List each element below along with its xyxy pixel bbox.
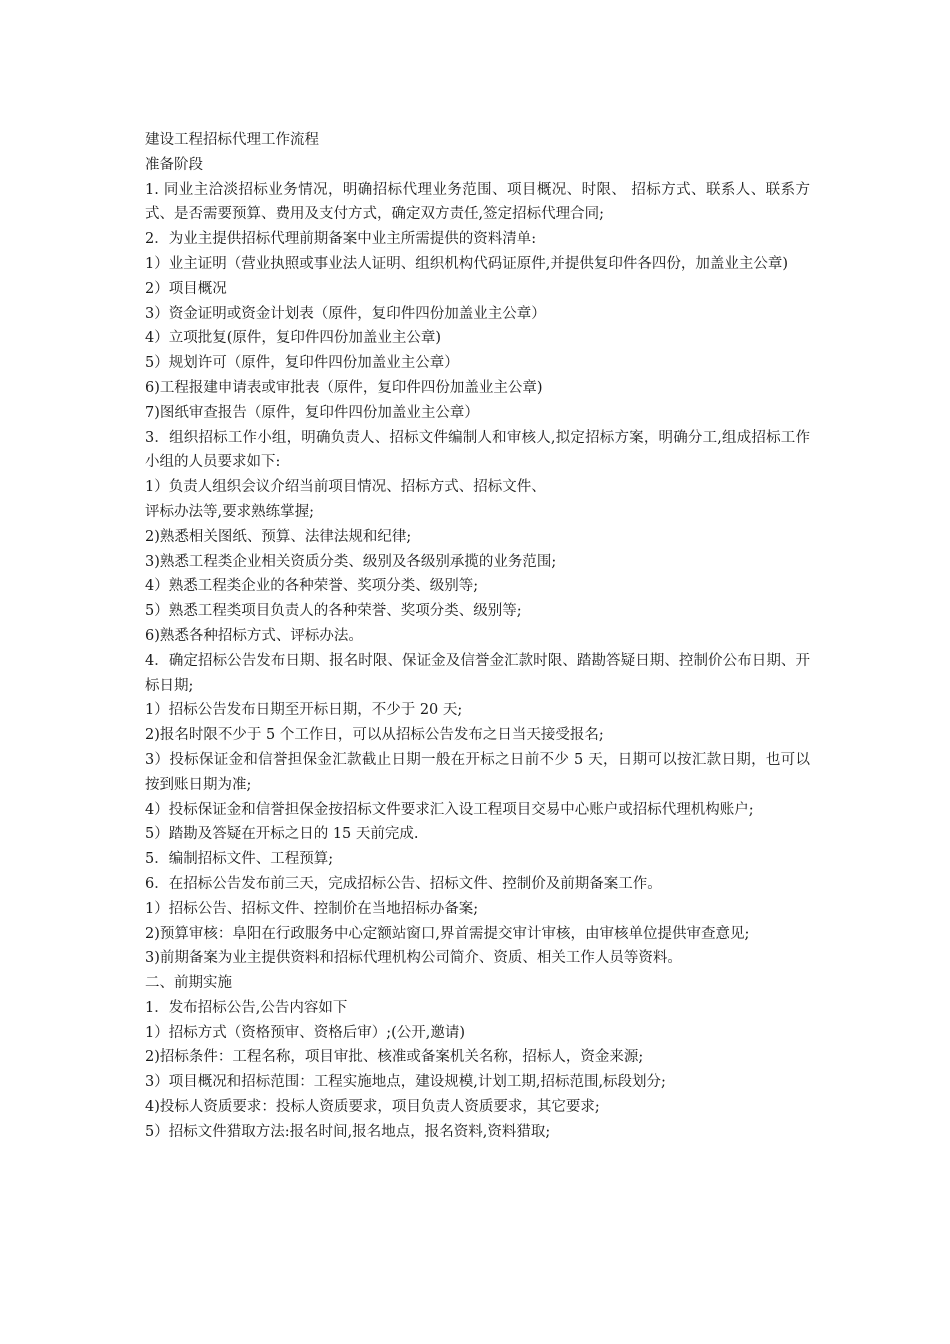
text-line: 2)熟悉相关图纸、预算、法律法规和纪律; [145, 528, 412, 545]
text-line: 6)熟悉各种招标方式、评标办法。 [145, 627, 363, 644]
text-line: 1）招标公告、招标文件、控制价在当地招标办备案; [145, 900, 479, 917]
text-line: 2．为业主提供招标代理前期备案中业主所需提供的资料清单: [145, 231, 537, 248]
text-line: 1. 同业主洽淡招标业务情况，明确招标代理业务范围、项目概况、时限、 招标方式、联系人、联系方式、是否需要预算、费用及支付方式，确定双方责任,签定招标代理合同; [145, 181, 810, 223]
text-line: 1）业主证明（营业执照或事业法人证明、组织机构代码证原件,并提供复印件各四份，加盖业主公章) [145, 255, 788, 272]
text-line: 4)投标人资质要求：投标人资质要求，项目负责人资质要求，其它要求; [145, 1099, 600, 1116]
text-line: 4）投标保证金和信誉担保金按招标文件要求汇入设工程项目交易中心账户或招标代理机构账户; [145, 801, 754, 818]
text-line: 1）招标公告发布日期至开标日期，不少于 20 天; [145, 702, 463, 719]
text-line: 1）招标方式（资格预审、资格后审）;(公开,邀请) [145, 1024, 466, 1041]
text-line: 准备阶段 [145, 156, 203, 173]
text-line: 2)预算审核：阜阳在行政服务中心定额站窗口,界首需提交审计审核，由审核单位提供审查意见; [145, 925, 750, 942]
text-line: 2）项目概况 [145, 280, 227, 297]
text-line: 4）立项批复(原件，复印件四份加盖业主公章) [145, 330, 442, 347]
text-line: 1）负责人组织会议介绍当前项目情况、招标方式、招标文件、 [145, 479, 546, 496]
text-line: 5）熟悉工程类项目负责人的各种荣誉、奖项分类、级别等; [145, 603, 522, 620]
text-line: 评标办法等,要求熟练掌握; [145, 503, 314, 520]
text-line: 6)工程报建申请表或审批表（原件，复印件四份加盖业主公章) [145, 379, 543, 396]
text-line: 4．确定招标公告发布日期、报名时限、保证金及信誉金汇款时限、踏勘答疑日期、控制价公布日期、开标日期; [145, 652, 810, 694]
text-line: 3）投标保证金和信誉担保金汇款截止日期一般在开标之日前不少 5 天，日期可以按汇款日期，也可以按到账日期为准; [145, 751, 810, 793]
text-line: 6．在招标公告发布前三天，完成招标公告、招标文件、控制价及前期备案工作。 [145, 875, 662, 892]
document-body [145, 128, 810, 1145]
text-line: 3）资金证明或资金计划表（原件，复印件四份加盖业主公章） [145, 305, 546, 322]
text-line: 1．发布招标公告,公告内容如下 [145, 999, 348, 1016]
text-line: 4）熟悉工程类企业的各种荣誉、奖项分类、级别等; [145, 578, 479, 595]
text-line: 5）规划许可（原件，复印件四份加盖业主公章） [145, 355, 459, 372]
text-line: 5）踏勘及答疑在开标之日的 15 天前完成. [145, 826, 419, 843]
text-line: 5．编制招标文件、工程预算; [145, 851, 334, 868]
text-line: 5）招标文件猎取方法:报名时间,报名地点，报名资料,资料猎取; [145, 1123, 551, 1140]
text-line: 2)报名时限不少于 5 个工作日，可以从招标公告发布之日当天接受报名; [145, 727, 604, 744]
document-title: 建设工程招标代理工作流程 [145, 132, 319, 148]
text-line: 7)图纸审查报告（原件，复印件四份加盖业主公章） [145, 404, 479, 421]
text-line: 3．组织招标工作小组，明确负责人、招标文件编制人和审核人,拟定招标方案，明确分工,组成招标工作小组的人员要求如下: [145, 429, 810, 471]
text-line: 2)招标条件：工程名称，项目审批、核准或备案机关名称，招标人，资金来源; [145, 1049, 644, 1066]
text-line: 3)熟悉工程类企业相关资质分类、级别及各级别承揽的业务范围; [145, 553, 557, 570]
text-line: 3)前期备案为业主提供资料和招标代理机构公司简介、资质、相关工作人员等资料。 [145, 950, 682, 967]
text-line: 3）项目概况和招标范围：工程实施地点，建设规模,计划工期,招标范围,标段划分; [145, 1074, 666, 1091]
section-heading: 二、前期实施 [145, 975, 232, 992]
